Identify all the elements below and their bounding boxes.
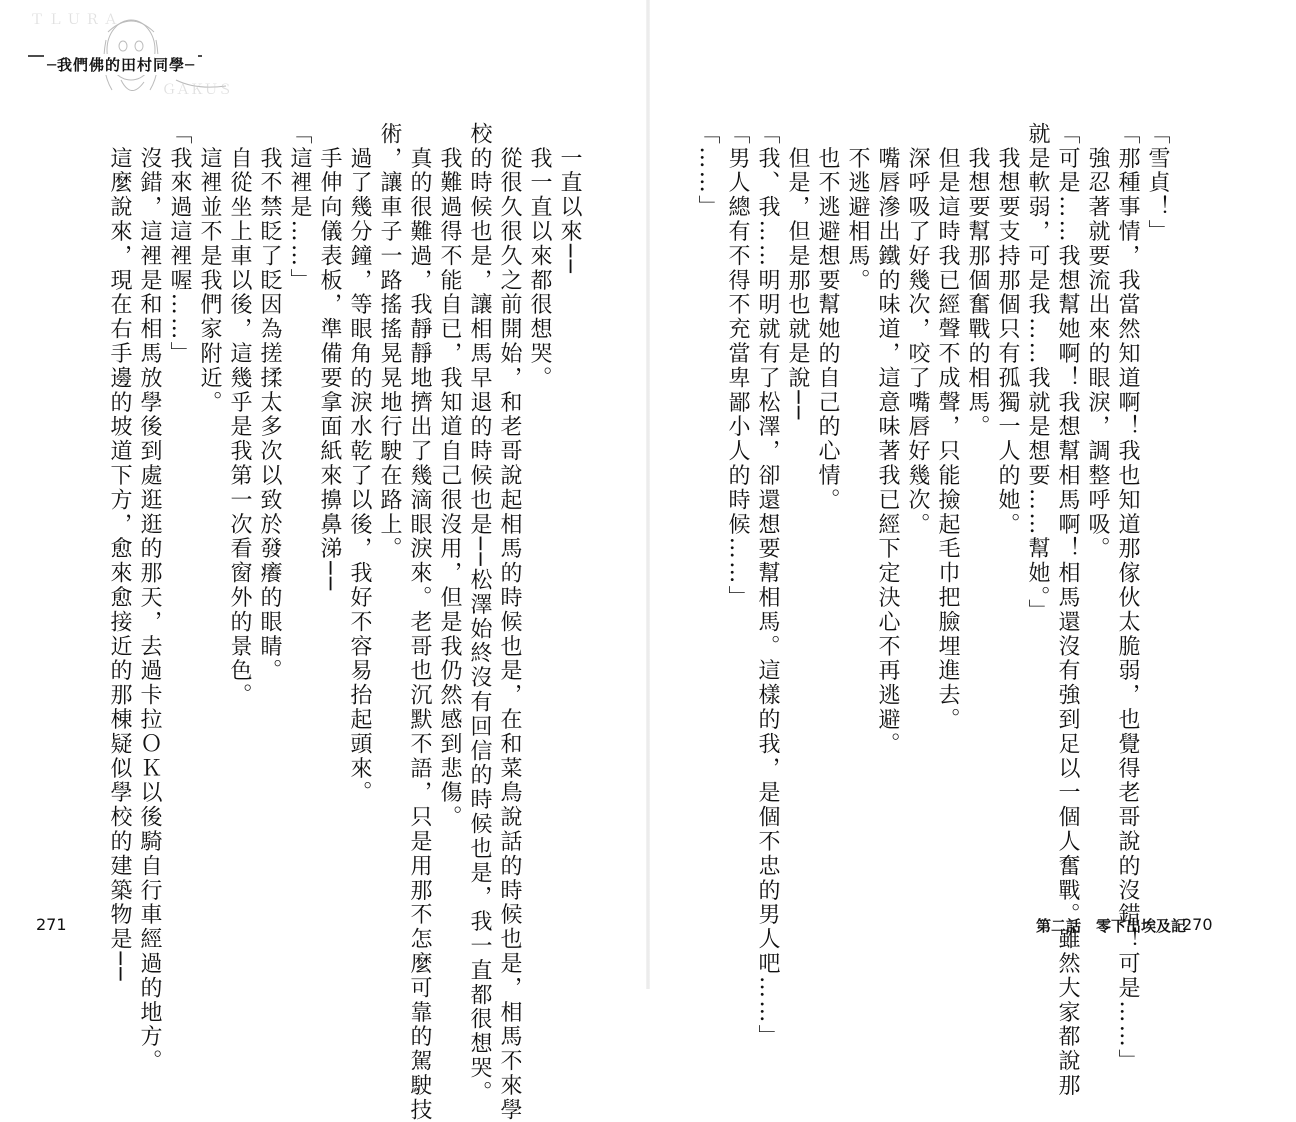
text-line: 「那種事情，我當然知道啊！我也知道那傢伙太脆弱，也覺得老哥說的沒錯！可是……」 — [1115, 122, 1140, 1074]
text-line: 「……」 — [695, 122, 720, 220]
text-line: 但是，但是那也就是說── — [785, 122, 810, 422]
text-line: 但是這時我已經聲不成聲，只能撿起毛巾把臉埋進去。 — [935, 122, 960, 732]
text-line: 也不逃避想要幫她的自己的心情。 — [815, 122, 840, 513]
text-line: 「可是……我想幫她啊！我想幫相馬啊！相馬還沒有強到足以一個人奮戰。雖然大家都說那 — [1055, 122, 1080, 1098]
text-line: 我一直以來都很想哭。 — [527, 122, 552, 391]
book-title: ─我們佛的田村同學─ — [44, 54, 198, 75]
text-line: 術，讓車子一路搖搖晃晃地行駛在路上。 — [377, 122, 402, 562]
text-line: 我想要支持那個只有孤獨一人的她。 — [995, 122, 1020, 537]
running-header — [22, 10, 242, 105]
right-page-number: 270 — [1182, 915, 1213, 934]
left-page-number: 271 — [36, 915, 67, 934]
text-line: 我難過得不能自已，我知道自己很沒用，但是我仍然感到悲傷。 — [437, 122, 462, 830]
left-page-text — [72, 122, 584, 1122]
text-line: 校的時候也是，讓相馬早退的時候也是──松澤始終沒有回信的時候也是，我一直都很想哭。 — [467, 122, 492, 1105]
text-line: 不逃避相馬。 — [845, 122, 870, 293]
page-gutter — [646, 0, 650, 989]
text-line: 「雪貞！」 — [1145, 122, 1170, 244]
text-line: 一直以來── — [557, 122, 582, 276]
text-line: 自從坐上車以後，這幾乎是我第一次看窗外的景色。 — [227, 122, 252, 708]
text-line: 真的很難過，我靜靜地擠出了幾滴眼淚來。老哥也沉默不語，只是用那不怎麼可靠的駕駛技 — [407, 122, 432, 1122]
text-line: 手伸向儀表板，準備要拿面紙來擤鼻涕── — [317, 122, 342, 593]
text-line: 嘴唇滲出鐵的味道，這意味著我已經下定決心不再逃避。 — [875, 122, 900, 757]
text-line: 過了幾分鐘，等眼角的淚水乾了以後，我好不容易抬起頭來。 — [347, 122, 372, 806]
text-line: 「男人總有不得不充當卑鄙小人的時候……」 — [725, 122, 750, 610]
svg-text:ＧＡＫＵＳ: ＧＡＫＵＳ — [162, 82, 232, 98]
text-line: 「我來過這裡喔……」 — [167, 122, 192, 366]
text-line: 沒錯，這裡是和相馬放學後到處逛逛的那天，去過卡拉ＯＫ以後騎自行車經過的地方。 — [137, 122, 162, 1074]
text-line: 深呼吸了好幾次，咬了嘴唇好幾次。 — [905, 122, 930, 537]
text-line: 這麼說來，現在右手邊的坡道下方，愈來愈接近的那棟疑似學校的建築物是── — [107, 122, 132, 983]
text-line: 我想要幫那個奮戰的相馬。 — [965, 122, 990, 440]
text-line: 從很久很久之前開始，和老哥說起相馬的時候也是，在和菜鳥說話的時候也是，相馬不來學 — [497, 122, 522, 1122]
text-line: 我不禁眨了眨因為搓揉太多次以致於發癢的眼睛。 — [257, 122, 282, 684]
chapter-footer: 第二話 零下出埃及記 — [1036, 917, 1187, 935]
text-line: 強忍著就要流出來的眼淚，調整呼吸。 — [1085, 122, 1110, 562]
text-line: 「我、我……明明就有了松澤，卻還想要幫相馬。這樣的我，是個不忠的男人吧……」 — [755, 122, 780, 1050]
svg-text:Ｔ Ｌ Ｕ Ｒ Ａ: Ｔ Ｌ Ｕ Ｒ Ａ — [30, 12, 118, 28]
text-line: 這裡並不是我們家附近。 — [197, 122, 222, 415]
text-line: 「這裡是……」 — [287, 122, 312, 293]
text-line: 就是軟弱，可是我……我就是想要……幫她。」 — [1025, 122, 1050, 624]
